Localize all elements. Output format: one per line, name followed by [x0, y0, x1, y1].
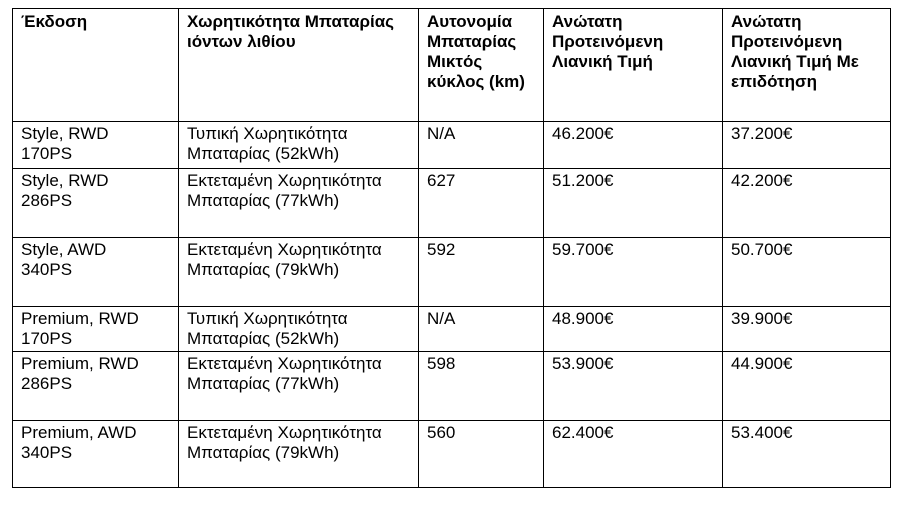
- cell-version: Style, RWD 286PS: [13, 169, 179, 238]
- cell-price: 48.900€: [544, 307, 723, 352]
- header-version: Έκδοση: [13, 9, 179, 122]
- cell-range: N/A: [419, 307, 544, 352]
- cell-price-subsidy: 37.200€: [723, 122, 891, 169]
- cell-price: 51.200€: [544, 169, 723, 238]
- pricing-table: [12, 8, 891, 488]
- cell-range: 592: [419, 238, 544, 307]
- table-row: [13, 307, 891, 352]
- cell-battery-capacity: Εκτεταμένη Χωρητικότητα Μπαταρίας (79kWh): [179, 238, 419, 307]
- cell-price-subsidy: 53.400€: [723, 421, 891, 488]
- cell-battery-capacity: Τυπική Χωρητικότητα Μπαταρίας (52kWh): [179, 307, 419, 352]
- cell-range: N/A: [419, 122, 544, 169]
- table-row: [13, 421, 891, 488]
- cell-price: 59.700€: [544, 238, 723, 307]
- cell-battery-capacity: Τυπική Χωρητικότητα Μπαταρίας (52kWh): [179, 122, 419, 169]
- cell-price-subsidy: 39.900€: [723, 307, 891, 352]
- header-max-retail-price: Ανώτατη Προτεινόμενη Λιανική Τιμή: [544, 9, 723, 122]
- cell-battery-capacity: Εκτεταμένη Χωρητικότητα Μπαταρίας (77kWh): [179, 169, 419, 238]
- table-row: [13, 352, 891, 421]
- cell-version: Style, RWD 170PS: [13, 122, 179, 169]
- cell-price-subsidy: 44.900€: [723, 352, 891, 421]
- cell-range: 560: [419, 421, 544, 488]
- cell-price-subsidy: 42.200€: [723, 169, 891, 238]
- cell-range: 598: [419, 352, 544, 421]
- cell-price: 46.200€: [544, 122, 723, 169]
- header-max-retail-price-subsidy: Ανώτατη Προτεινόμενη Λιανική Τιμή Με επιδότηση: [723, 9, 891, 122]
- table-row: [13, 122, 891, 169]
- cell-range: 627: [419, 169, 544, 238]
- cell-price-subsidy: 50.700€: [723, 238, 891, 307]
- cell-version: Premium, RWD 170PS: [13, 307, 179, 352]
- cell-version: Style, AWD 340PS: [13, 238, 179, 307]
- table-header-row: [13, 9, 891, 122]
- cell-battery-capacity: Εκτεταμένη Χωρητικότητα Μπαταρίας (77kWh): [179, 352, 419, 421]
- cell-price: 53.900€: [544, 352, 723, 421]
- cell-version: Premium, RWD 286PS: [13, 352, 179, 421]
- cell-battery-capacity: Εκτεταμένη Χωρητικότητα Μπαταρίας (79kWh): [179, 421, 419, 488]
- table-row: [13, 238, 891, 307]
- table-row: [13, 169, 891, 238]
- header-battery-range: Αυτονομία Μπαταρίας Μικτός κύκλος (km): [419, 9, 544, 122]
- cell-price: 62.400€: [544, 421, 723, 488]
- cell-version: Premium, AWD 340PS: [13, 421, 179, 488]
- header-battery-capacity: Χωρητικότητα Μπαταρίας ιόντων λιθίου: [179, 9, 419, 122]
